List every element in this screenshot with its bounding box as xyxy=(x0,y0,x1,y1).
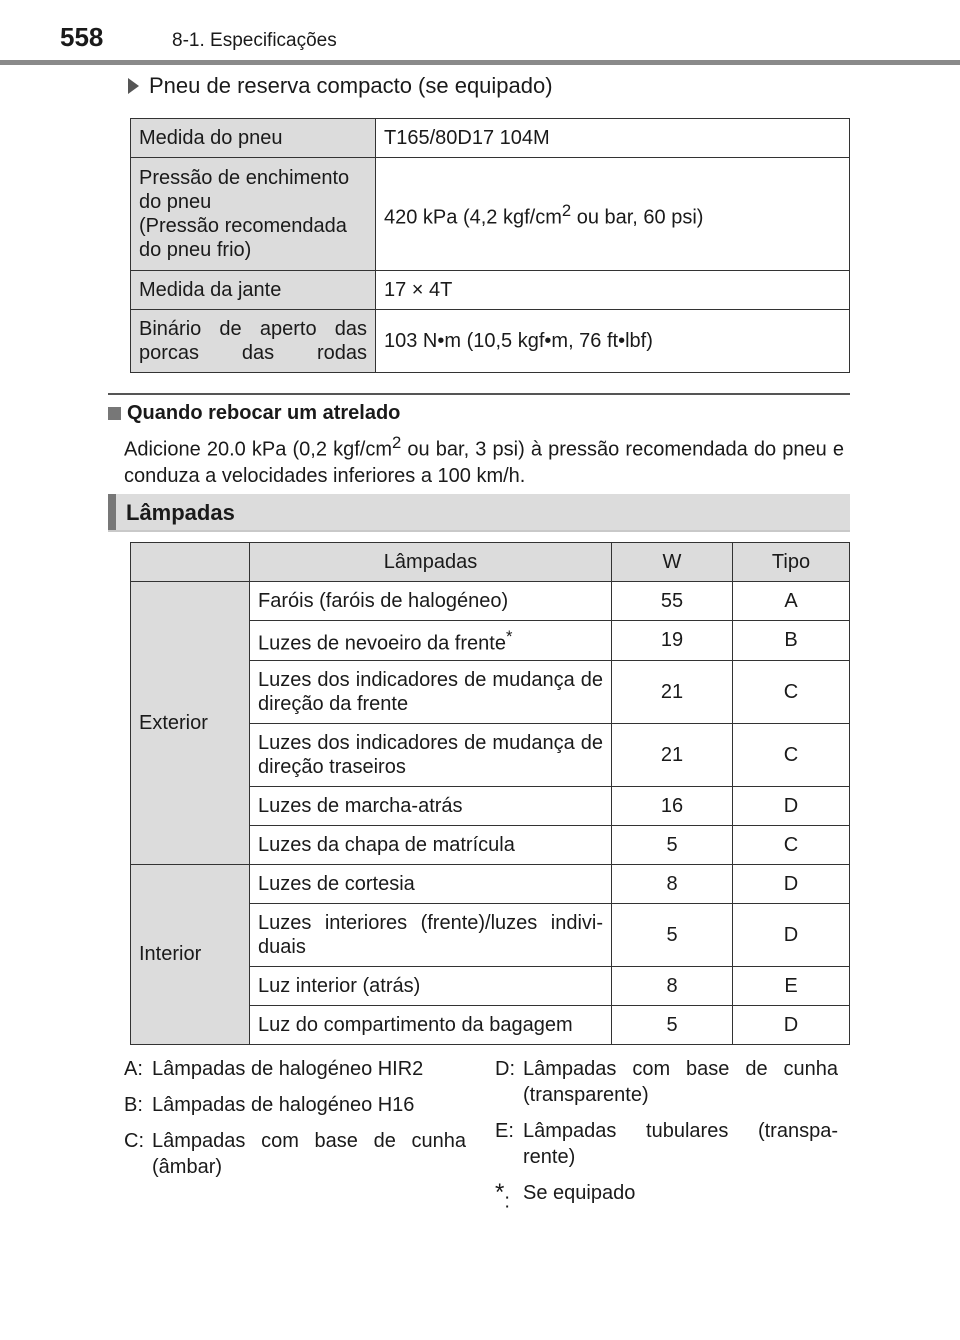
spec-label-line: (Pressão recomendada do pneu frio) xyxy=(139,215,347,261)
bulb-name-text: Luzes de nevoeiro da frente xyxy=(258,632,506,655)
table-row xyxy=(131,582,850,621)
spec-value: T165/80D17 104M xyxy=(376,119,850,158)
section-divider xyxy=(108,393,850,395)
bulb-watt: 8 xyxy=(612,864,733,903)
legend-text: Se equipado xyxy=(523,1182,636,1204)
bulb-name: Luzes da chapa de matrícula xyxy=(250,825,612,864)
bulb-watt: 55 xyxy=(612,582,733,621)
legend-key xyxy=(495,1180,523,1215)
bulb-watt: 5 xyxy=(612,1005,733,1044)
spec-label: Medida do pneu xyxy=(131,119,376,158)
bulb-name: Luz do compartimento da bagagem xyxy=(250,1005,612,1044)
column-header-w: W xyxy=(612,543,733,582)
asterisk-mark: * xyxy=(505,627,513,646)
spare-tire-table xyxy=(130,118,850,373)
spare-tire-heading xyxy=(128,73,553,99)
bulb-type: E xyxy=(733,966,850,1005)
spec-label: Medida da jante xyxy=(131,271,376,310)
bulb-watt: 21 xyxy=(612,660,733,723)
bulbs-table xyxy=(130,542,850,1045)
bulb-watt: 5 xyxy=(612,825,733,864)
legend-left-column xyxy=(124,1056,466,1190)
legend-key: A: xyxy=(124,1058,143,1080)
legend-colon: : xyxy=(504,1190,510,1213)
bulb-name: Luzes dos indicadores de mudança de direção da frente xyxy=(250,660,612,723)
legend-key: C: xyxy=(124,1130,144,1152)
bulb-name: Luzes de marcha-atrás xyxy=(250,786,612,825)
header-corner-cell xyxy=(131,543,250,582)
superscript: 2 xyxy=(561,200,572,220)
legend-text: Lâmpadas com base de cunha (transparente) xyxy=(523,1058,838,1106)
legend-item xyxy=(124,1128,466,1180)
bulbs-section-header xyxy=(108,494,850,532)
legend-item xyxy=(495,1056,838,1108)
bulb-type: C xyxy=(733,660,850,723)
bulb-type: A xyxy=(733,582,850,621)
asterisk-mark: * xyxy=(495,1179,505,1206)
table-row xyxy=(131,158,850,271)
spec-label: Binário de aperto das porcas das rodas xyxy=(131,310,376,373)
spec-value: 103 N•m (10,5 kgf•m, 76 ft•lbf) xyxy=(376,310,850,373)
square-bullet-icon xyxy=(108,407,121,420)
legend-right-column xyxy=(495,1056,838,1225)
chapter-title: 8-1. Especificações xyxy=(172,30,337,51)
spec-value-text: 420 kPa (4,2 kgf/cm xyxy=(384,206,562,229)
towing-paragraph xyxy=(124,430,844,489)
towing-title: Quando rebocar um atrelado xyxy=(127,402,401,424)
table-header-row xyxy=(131,543,850,582)
bulb-watt: 8 xyxy=(612,966,733,1005)
towing-text: Adicione 20.0 kPa (0,2 kgf/cm xyxy=(124,438,392,461)
group-exterior: Exterior xyxy=(131,582,250,865)
towing-heading xyxy=(108,402,400,425)
bulb-type: D xyxy=(733,903,850,966)
bulb-name: Luzes de cortesia xyxy=(250,864,612,903)
legend-item xyxy=(495,1118,838,1170)
bulb-type: B xyxy=(733,621,850,661)
column-header-name: Lâmpadas xyxy=(250,543,612,582)
spec-value xyxy=(376,158,850,271)
table-row xyxy=(131,310,850,373)
legend-item xyxy=(124,1056,466,1082)
header-rule xyxy=(0,60,960,65)
legend-text: Lâmpadas de halogéneo H16 xyxy=(152,1094,415,1116)
section-accent xyxy=(108,494,116,530)
spec-label xyxy=(131,158,376,271)
legend-item xyxy=(124,1092,466,1118)
table-row xyxy=(131,271,850,310)
bulb-watt: 19 xyxy=(612,621,733,661)
table-row xyxy=(131,864,850,903)
bulb-name: Luzes dos indicadores de mudança de direção traseiros xyxy=(250,723,612,786)
page-number: 558 xyxy=(60,22,104,52)
legend-item xyxy=(495,1180,838,1215)
bulb-watt: 5 xyxy=(612,903,733,966)
column-header-tipo: Tipo xyxy=(733,543,850,582)
superscript: 2 xyxy=(392,433,402,452)
legend-text: Lâmpadas com base de cunha (âmbar) xyxy=(152,1130,466,1178)
bulb-type: D xyxy=(733,1005,850,1044)
legend-text: Lâmpadas de halogéneo HIR2 xyxy=(152,1058,424,1080)
bulbs-section-title: Lâmpadas xyxy=(126,500,235,525)
spare-tire-title: Pneu de reserva compacto (se equipado) xyxy=(149,73,553,98)
legend-key: E: xyxy=(495,1120,514,1142)
bulb-watt: 16 xyxy=(612,786,733,825)
towing-text: ou bar, 3 psi) à pressão recomendada do pneu e conduza a velocidades inferiores a 100 km/h. xyxy=(124,438,844,487)
legend-key: D: xyxy=(495,1058,515,1080)
bulb-type: D xyxy=(733,864,850,903)
bulb-name: Luzes interiores (frente)/luzes indivi-duais xyxy=(250,903,612,966)
bulb-type: C xyxy=(733,723,850,786)
spec-value: 17 × 4T xyxy=(376,271,850,310)
bulb-type: D xyxy=(733,786,850,825)
table-row xyxy=(131,119,850,158)
spec-label-line: Pressão de enchimento do pneu xyxy=(139,167,350,213)
group-interior: Interior xyxy=(131,864,250,1044)
bulb-type: C xyxy=(733,825,850,864)
bulb-name: Luz interior (atrás) xyxy=(250,966,612,1005)
spec-value-text: ou bar, 60 psi) xyxy=(571,206,704,229)
page-header xyxy=(0,0,960,66)
bulb-name: Faróis (faróis de halogéneo) xyxy=(250,582,612,621)
triangle-bullet-icon xyxy=(128,78,139,94)
bulb-name xyxy=(250,621,612,661)
bulb-watt: 21 xyxy=(612,723,733,786)
legend-text: Lâmpadas tubulares (transpa-rente) xyxy=(523,1120,838,1168)
legend-key: B: xyxy=(124,1094,143,1116)
